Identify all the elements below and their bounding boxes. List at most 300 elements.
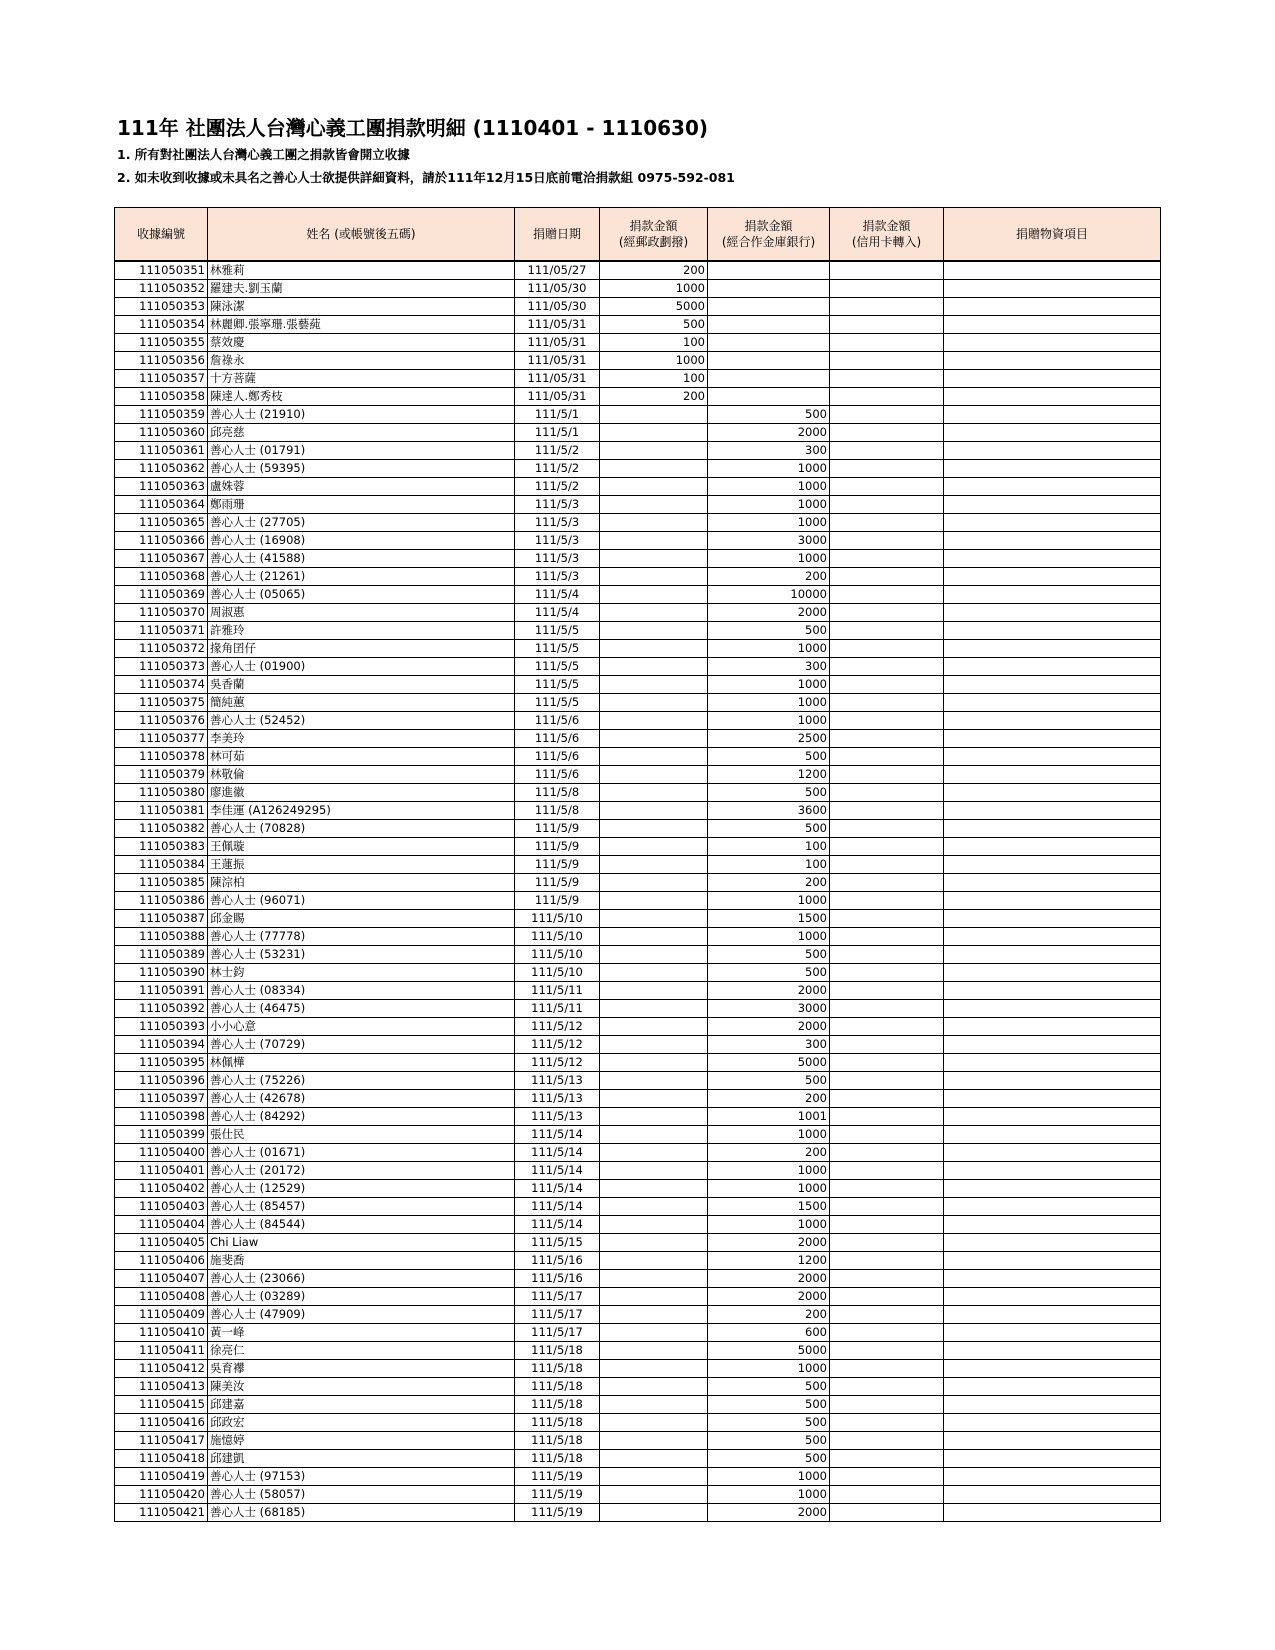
amount-bank: 1000 <box>708 1126 830 1144</box>
amount-card <box>830 1360 944 1378</box>
amount-postal <box>600 658 708 676</box>
donated-goods <box>944 1162 1161 1180</box>
amount-bank <box>708 370 830 388</box>
amount-postal <box>600 460 708 478</box>
amount-postal <box>600 478 708 496</box>
amount-card <box>830 460 944 478</box>
amount-bank <box>708 261 830 280</box>
amount-card <box>830 712 944 730</box>
header-amount-postal-line: (經郵政劃撥) <box>618 235 689 249</box>
donor-name: 善心人士 (01900) <box>208 658 515 676</box>
amount-bank <box>708 388 830 406</box>
amount-bank: 500 <box>708 1072 830 1090</box>
amount-postal <box>600 1504 708 1522</box>
donation-date: 111/5/10 <box>515 946 600 964</box>
table-row <box>115 1360 1161 1378</box>
donated-goods <box>944 658 1161 676</box>
amount-card <box>830 838 944 856</box>
donor-name: 林可茹 <box>208 748 515 766</box>
donated-goods <box>944 694 1161 712</box>
donation-date: 111/5/5 <box>515 694 600 712</box>
amount-bank: 300 <box>708 1036 830 1054</box>
donor-name: 鄭雨珊 <box>208 496 515 514</box>
amount-postal <box>600 1396 708 1414</box>
donor-name: 蔡效慶 <box>208 334 515 352</box>
donation-date: 111/5/1 <box>515 406 600 424</box>
donor-name: 善心人士 (23066) <box>208 1270 515 1288</box>
donation-date: 111/5/17 <box>515 1324 600 1342</box>
donation-date: 111/5/18 <box>515 1378 600 1396</box>
receipt-no: 111050354 <box>115 316 208 334</box>
amount-postal <box>600 1288 708 1306</box>
donation-date: 111/5/12 <box>515 1018 600 1036</box>
amount-card <box>830 1090 944 1108</box>
table-row <box>115 532 1161 550</box>
donor-name: 廖進徽 <box>208 784 515 802</box>
donated-goods <box>944 1054 1161 1072</box>
table-row <box>115 1072 1161 1090</box>
donor-name: 善心人士 (27705) <box>208 514 515 532</box>
donated-goods <box>944 496 1161 514</box>
amount-card <box>830 1432 944 1450</box>
table-row <box>115 928 1161 946</box>
donation-date: 111/5/1 <box>515 424 600 442</box>
donation-date: 111/5/14 <box>515 1198 600 1216</box>
header-amount-card-line: (信用卡轉入) <box>851 235 922 249</box>
donated-goods <box>944 334 1161 352</box>
table-header <box>115 208 1161 262</box>
amount-bank: 100 <box>708 838 830 856</box>
donor-name: Chi Liaw <box>208 1234 515 1252</box>
amount-postal: 1000 <box>600 280 708 298</box>
donation-date: 111/05/31 <box>515 352 600 370</box>
amount-bank: 300 <box>708 442 830 460</box>
donor-name: 詹祿永 <box>208 352 515 370</box>
donation-date: 111/5/6 <box>515 730 600 748</box>
amount-card <box>830 856 944 874</box>
donor-name: 盧姝蓉 <box>208 478 515 496</box>
donation-date: 111/5/14 <box>515 1162 600 1180</box>
amount-bank: 500 <box>708 1450 830 1468</box>
donation-date: 111/5/3 <box>515 496 600 514</box>
donor-name: 邱政宏 <box>208 1414 515 1432</box>
amount-bank: 1000 <box>708 1486 830 1504</box>
table-row <box>115 1162 1161 1180</box>
receipt-no: 111050369 <box>115 586 208 604</box>
receipt-no: 111050408 <box>115 1288 208 1306</box>
amount-postal: 100 <box>600 334 708 352</box>
amount-postal <box>600 1378 708 1396</box>
donation-date: 111/05/31 <box>515 334 600 352</box>
donation-date: 111/05/27 <box>515 261 600 280</box>
amount-bank: 1000 <box>708 496 830 514</box>
amount-postal <box>600 766 708 784</box>
page-title: 111年 社團法人台灣心義工團捐款明細 (1110401 - 1110630) <box>117 116 709 140</box>
table-row <box>115 442 1161 460</box>
amount-postal <box>600 1198 708 1216</box>
header-amount-card <box>830 208 944 262</box>
table-row <box>115 1306 1161 1324</box>
header-row <box>115 208 1161 262</box>
receipt-no: 111050380 <box>115 784 208 802</box>
amount-card <box>830 1252 944 1270</box>
amount-card <box>830 1216 944 1234</box>
donor-name: 林麗卿.張寧珊.張藝蒓 <box>208 316 515 334</box>
table-row <box>115 370 1161 388</box>
donated-goods <box>944 766 1161 784</box>
amount-card <box>830 514 944 532</box>
donated-goods <box>944 928 1161 946</box>
donated-goods <box>944 640 1161 658</box>
donor-name: 陳達人.鄭秀枝 <box>208 388 515 406</box>
donation-date: 111/5/19 <box>515 1486 600 1504</box>
amount-bank: 2000 <box>708 1018 830 1036</box>
table-row <box>115 298 1161 316</box>
amount-card <box>830 1000 944 1018</box>
receipt-no: 111050398 <box>115 1108 208 1126</box>
donated-goods <box>944 802 1161 820</box>
receipt-no: 111050386 <box>115 892 208 910</box>
receipt-no: 111050366 <box>115 532 208 550</box>
donor-name: 善心人士 (96071) <box>208 892 515 910</box>
amount-bank: 600 <box>708 1324 830 1342</box>
amount-postal <box>600 874 708 892</box>
amount-card <box>830 640 944 658</box>
donation-date: 111/5/14 <box>515 1180 600 1198</box>
table-row <box>115 1486 1161 1504</box>
donated-goods <box>944 1396 1161 1414</box>
amount-postal <box>600 568 708 586</box>
donation-date: 111/5/5 <box>515 640 600 658</box>
donor-name: 善心人士 (01791) <box>208 442 515 460</box>
donor-name: 小小心意 <box>208 1018 515 1036</box>
donation-date: 111/5/5 <box>515 658 600 676</box>
donated-goods <box>944 1126 1161 1144</box>
donated-goods <box>944 1468 1161 1486</box>
table-row <box>115 748 1161 766</box>
donated-goods <box>944 1180 1161 1198</box>
donor-name: 林士鈞 <box>208 964 515 982</box>
table-row <box>115 568 1161 586</box>
amount-bank: 500 <box>708 784 830 802</box>
amount-postal <box>600 604 708 622</box>
amount-postal <box>600 1036 708 1054</box>
donated-goods <box>944 1108 1161 1126</box>
amount-bank: 1000 <box>708 1180 830 1198</box>
amount-bank: 1000 <box>708 928 830 946</box>
amount-card <box>830 1036 944 1054</box>
donated-goods <box>944 1144 1161 1162</box>
donation-date: 111/5/15 <box>515 1234 600 1252</box>
amount-bank: 500 <box>708 1432 830 1450</box>
donor-name: 善心人士 (03289) <box>208 1288 515 1306</box>
donation-date: 111/5/16 <box>515 1270 600 1288</box>
donation-date: 111/5/14 <box>515 1126 600 1144</box>
donation-date: 111/5/9 <box>515 892 600 910</box>
donation-date: 111/5/9 <box>515 856 600 874</box>
amount-card <box>830 730 944 748</box>
amount-postal <box>600 1414 708 1432</box>
receipt-no: 111050351 <box>115 261 208 280</box>
receipt-no: 111050376 <box>115 712 208 730</box>
amount-bank: 2000 <box>708 604 830 622</box>
amount-card <box>830 1288 944 1306</box>
receipt-no: 111050382 <box>115 820 208 838</box>
amount-postal <box>600 784 708 802</box>
donor-name: 善心人士 (42678) <box>208 1090 515 1108</box>
donation-date: 111/5/9 <box>515 874 600 892</box>
receipt-no: 111050374 <box>115 676 208 694</box>
header-amount-postal-line: 捐款金額 <box>629 219 678 233</box>
donor-name: 陳美汝 <box>208 1378 515 1396</box>
donated-goods <box>944 1324 1161 1342</box>
receipt-no: 111050410 <box>115 1324 208 1342</box>
donor-name: 陳泳潔 <box>208 298 515 316</box>
amount-bank: 500 <box>708 946 830 964</box>
table-row <box>115 261 1161 280</box>
amount-postal <box>600 982 708 1000</box>
amount-card <box>830 604 944 622</box>
amount-postal <box>600 1054 708 1072</box>
note-contact: 2. 如未收到收據或未具名之善心人士欲提供詳細資料，請於111年12月15日底前電洽捐款組 0975-592-081 <box>117 170 735 185</box>
amount-card <box>830 1504 944 1522</box>
amount-bank: 1000 <box>708 1216 830 1234</box>
amount-postal <box>600 514 708 532</box>
amount-card <box>830 1378 944 1396</box>
amount-card <box>830 1468 944 1486</box>
donor-name: 王蓮振 <box>208 856 515 874</box>
receipt-no: 111050372 <box>115 640 208 658</box>
amount-postal: 200 <box>600 261 708 280</box>
table-row <box>115 1396 1161 1414</box>
amount-bank: 2000 <box>708 982 830 1000</box>
amount-postal <box>600 694 708 712</box>
table-row <box>115 946 1161 964</box>
donated-goods <box>944 316 1161 334</box>
receipt-no: 111050391 <box>115 982 208 1000</box>
receipt-no: 111050393 <box>115 1018 208 1036</box>
header-amount-bank-line: (經合作金庫銀行) <box>721 235 816 249</box>
donated-goods <box>944 514 1161 532</box>
table-row <box>115 460 1161 478</box>
table-body <box>115 261 1161 1522</box>
amount-bank: 500 <box>708 820 830 838</box>
donated-goods <box>944 460 1161 478</box>
donor-name: 善心人士 (46475) <box>208 1000 515 1018</box>
amount-card <box>830 1072 944 1090</box>
amount-card <box>830 1306 944 1324</box>
header-amount-bank-line: 捐款金額 <box>744 219 793 233</box>
amount-card <box>830 766 944 784</box>
donor-name: 善心人士 (08334) <box>208 982 515 1000</box>
receipt-no: 111050356 <box>115 352 208 370</box>
amount-bank: 2000 <box>708 424 830 442</box>
donor-name: 邱建嘉 <box>208 1396 515 1414</box>
amount-postal <box>600 640 708 658</box>
receipt-no: 111050421 <box>115 1504 208 1522</box>
donation-date: 111/05/30 <box>515 298 600 316</box>
amount-bank: 10000 <box>708 586 830 604</box>
receipt-no: 111050389 <box>115 946 208 964</box>
receipt-no: 111050403 <box>115 1198 208 1216</box>
amount-postal <box>600 892 708 910</box>
donor-name: 善心人士 (20172) <box>208 1162 515 1180</box>
receipt-no: 111050365 <box>115 514 208 532</box>
amount-bank: 2500 <box>708 730 830 748</box>
amount-postal <box>600 442 708 460</box>
donor-name: 陳淙柏 <box>208 874 515 892</box>
receipt-no: 111050399 <box>115 1126 208 1144</box>
donated-goods <box>944 712 1161 730</box>
amount-bank: 1000 <box>708 892 830 910</box>
receipt-no: 111050420 <box>115 1486 208 1504</box>
table-row <box>115 424 1161 442</box>
receipt-no: 111050385 <box>115 874 208 892</box>
table-row <box>115 640 1161 658</box>
donation-date: 111/5/4 <box>515 586 600 604</box>
amount-bank: 2000 <box>708 1504 830 1522</box>
table-row <box>115 1180 1161 1198</box>
amount-bank: 1200 <box>708 766 830 784</box>
receipt-no: 111050379 <box>115 766 208 784</box>
receipt-no: 111050413 <box>115 1378 208 1396</box>
amount-card <box>830 928 944 946</box>
amount-bank: 500 <box>708 406 830 424</box>
amount-postal <box>600 1216 708 1234</box>
donated-goods <box>944 820 1161 838</box>
receipt-no: 111050406 <box>115 1252 208 1270</box>
table-row <box>115 1054 1161 1072</box>
receipt-no: 111050417 <box>115 1432 208 1450</box>
receipt-no: 111050352 <box>115 280 208 298</box>
amount-bank: 500 <box>708 964 830 982</box>
amount-bank: 2000 <box>708 1288 830 1306</box>
table-row <box>115 892 1161 910</box>
table-row <box>115 676 1161 694</box>
donated-goods <box>944 1234 1161 1252</box>
donor-name: 善心人士 (01671) <box>208 1144 515 1162</box>
receipt-no: 111050419 <box>115 1468 208 1486</box>
amount-postal <box>600 496 708 514</box>
amount-bank: 3000 <box>708 532 830 550</box>
table-row <box>115 694 1161 712</box>
amount-postal <box>600 1162 708 1180</box>
receipt-no: 111050407 <box>115 1270 208 1288</box>
donated-goods <box>944 730 1161 748</box>
amount-postal <box>600 1342 708 1360</box>
donation-date: 111/5/3 <box>515 568 600 586</box>
donation-date: 111/5/13 <box>515 1072 600 1090</box>
amount-bank <box>708 352 830 370</box>
amount-card <box>830 982 944 1000</box>
amount-bank: 1000 <box>708 1468 830 1486</box>
amount-card <box>830 658 944 676</box>
donation-date: 111/5/13 <box>515 1090 600 1108</box>
donated-goods <box>944 1072 1161 1090</box>
table-row <box>115 352 1161 370</box>
donation-date: 111/05/31 <box>515 370 600 388</box>
amount-bank: 500 <box>708 1378 830 1396</box>
amount-card <box>830 1162 944 1180</box>
header-name <box>208 208 515 262</box>
amount-postal <box>600 1450 708 1468</box>
amount-postal <box>600 928 708 946</box>
donation-date: 111/5/13 <box>515 1108 600 1126</box>
table-row <box>115 1198 1161 1216</box>
donor-name: 善心人士 (70828) <box>208 820 515 838</box>
receipt-no: 111050364 <box>115 496 208 514</box>
donor-name: 善心人士 (05065) <box>208 586 515 604</box>
table-row <box>115 550 1161 568</box>
amount-card <box>830 784 944 802</box>
receipt-no: 111050370 <box>115 604 208 622</box>
receipt-no: 111050390 <box>115 964 208 982</box>
donation-date: 111/05/31 <box>515 316 600 334</box>
receipt-no: 111050401 <box>115 1162 208 1180</box>
donated-goods <box>944 838 1161 856</box>
table-row <box>115 1324 1161 1342</box>
amount-postal <box>600 1360 708 1378</box>
receipt-no: 111050396 <box>115 1072 208 1090</box>
receipt-no: 111050371 <box>115 622 208 640</box>
donated-goods <box>944 370 1161 388</box>
amount-card <box>830 1342 944 1360</box>
receipt-no: 111050409 <box>115 1306 208 1324</box>
receipt-no: 111050360 <box>115 424 208 442</box>
donor-name: 十方菩薩 <box>208 370 515 388</box>
donor-name: 善心人士 (16908) <box>208 532 515 550</box>
amount-postal <box>600 1108 708 1126</box>
receipt-no: 111050402 <box>115 1180 208 1198</box>
amount-bank: 1000 <box>708 694 830 712</box>
amount-postal <box>600 1432 708 1450</box>
table-row <box>115 586 1161 604</box>
donor-name: 簡純蕙 <box>208 694 515 712</box>
amount-bank: 3000 <box>708 1000 830 1018</box>
amount-postal: 5000 <box>600 298 708 316</box>
amount-card <box>830 1486 944 1504</box>
donor-name: 周淑惠 <box>208 604 515 622</box>
amount-card <box>830 622 944 640</box>
donor-name: 善心人士 (75226) <box>208 1072 515 1090</box>
receipt-no: 111050353 <box>115 298 208 316</box>
donation-date: 111/5/12 <box>515 1054 600 1072</box>
donation-date: 111/05/30 <box>515 280 600 298</box>
amount-card <box>830 1414 944 1432</box>
donation-date: 111/5/3 <box>515 532 600 550</box>
amount-card <box>830 406 944 424</box>
donated-goods <box>944 910 1161 928</box>
donated-goods <box>944 1090 1161 1108</box>
donor-name: 善心人士 (21910) <box>208 406 515 424</box>
donation-date: 111/5/18 <box>515 1360 600 1378</box>
table-row <box>115 1450 1161 1468</box>
donated-goods <box>944 424 1161 442</box>
table-row <box>115 514 1161 532</box>
amount-card <box>830 1270 944 1288</box>
donation-date: 111/5/18 <box>515 1450 600 1468</box>
donor-name: 善心人士 (21261) <box>208 568 515 586</box>
table-row <box>115 1126 1161 1144</box>
amount-card <box>830 1324 944 1342</box>
header-name-line: 姓名 (或帳號後五碼) <box>306 227 416 241</box>
amount-postal <box>600 1234 708 1252</box>
donation-date: 111/5/2 <box>515 478 600 496</box>
amount-card <box>830 1018 944 1036</box>
receipt-no: 111050362 <box>115 460 208 478</box>
table-row <box>115 766 1161 784</box>
amount-postal <box>600 1324 708 1342</box>
